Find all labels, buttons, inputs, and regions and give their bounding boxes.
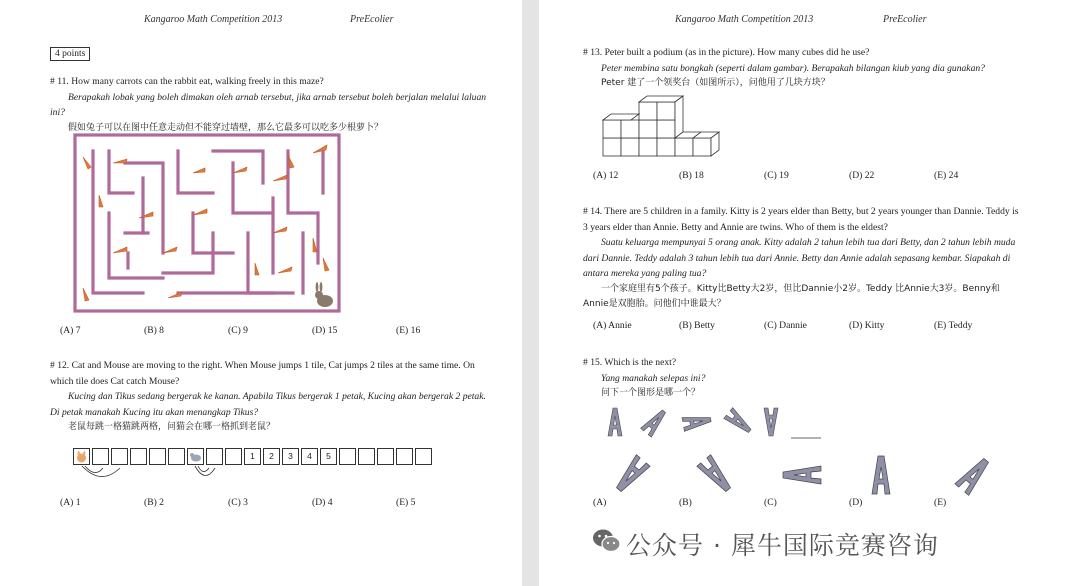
option-b[interactable]: (B) 2 xyxy=(144,497,164,508)
points-label: 4 points xyxy=(50,47,90,61)
option-a[interactable]: (A) xyxy=(593,497,607,508)
cat-icon xyxy=(74,449,89,464)
header-title: Kangaroo Math Competition 2013 xyxy=(675,14,814,25)
tile xyxy=(339,448,356,465)
option-b[interactable]: (B) 18 xyxy=(679,170,704,181)
numbered-tile: 1 xyxy=(244,448,261,465)
option-e[interactable]: (E) 24 xyxy=(934,170,959,181)
tile-strip xyxy=(73,448,445,465)
question-number: # 11. xyxy=(50,76,69,87)
question-chinese: 问下一个图形是哪一个？ xyxy=(601,388,701,398)
option-a[interactable]: (A) 12 xyxy=(593,170,619,181)
question-number: # 14. xyxy=(583,206,603,217)
tile xyxy=(92,448,109,465)
numbered-tile: 4 xyxy=(301,448,318,465)
option-e[interactable]: (E) Teddy xyxy=(934,320,973,331)
option-d[interactable]: (D) 4 xyxy=(312,497,333,508)
option-e[interactable]: (E) xyxy=(934,497,947,508)
header-level: PreEcolier xyxy=(883,14,927,25)
question-chinese: Peter 建了一个领奖台（如图所示），问他用了几块方块？ xyxy=(601,78,830,88)
option-c[interactable]: (C) Dannie xyxy=(764,320,807,331)
question-chinese: 一个家庭里有5个孩子。Kitty比Betty大2岁，但比Dannie小2岁。Teddy 比Annie大3岁。Benny和Annie是双胞胎。问他们中谁最大？ xyxy=(583,283,1000,309)
tile xyxy=(111,448,128,465)
tile xyxy=(168,448,185,465)
question-malay: Kucing dan Tikus sedang bergerak ke kanan. Apabila Tikus bergerak 1 petak, Kucing akan bergerak 2 petak. Di petak manakah Kucing itu akan menangkap Tikus? xyxy=(50,391,486,418)
question-english: How many carrots can the rabbit eat, walking freely in this maze? xyxy=(71,76,324,87)
mouse-tile xyxy=(187,448,204,465)
tile xyxy=(225,448,242,465)
header-title: Kangaroo Math Competition 2013 xyxy=(144,14,283,25)
option-e[interactable]: (E) 5 xyxy=(396,497,416,508)
tile xyxy=(130,448,147,465)
numbered-tile: 5 xyxy=(320,448,337,465)
numbered-tile: 3 xyxy=(282,448,299,465)
option-b[interactable]: (B) Betty xyxy=(679,320,715,331)
maze-figure xyxy=(73,133,341,313)
rabbit-icon xyxy=(315,282,333,307)
tile xyxy=(149,448,166,465)
question-malay: Berapakah lobak yang boleh dimakan oleh arnab tersebut, jika arnab tersebut boleh berjalan melalui laluan ini? xyxy=(50,91,487,118)
podium-figure xyxy=(601,86,727,158)
question-13 xyxy=(583,45,1033,92)
right-page xyxy=(539,0,1080,586)
cat-tile xyxy=(73,448,90,465)
tile xyxy=(377,448,394,465)
option-a[interactable]: (A) 7 xyxy=(60,325,81,336)
left-page xyxy=(0,0,522,586)
tile xyxy=(358,448,375,465)
option-c[interactable]: (C) 9 xyxy=(228,325,248,336)
option-d[interactable]: (D) Kitty xyxy=(849,320,885,331)
question-malay: Yang manakah selepas ini? xyxy=(601,372,706,384)
option-c[interactable]: (C) xyxy=(764,497,777,508)
watermark-text: 公众号 · 犀牛国际竞赛咨询 xyxy=(626,531,939,560)
question-english: There are 5 children in a family. Kitty is 2 years elder than Betty, but 2 years younger than Dannie. Teddy is 3 years elder than Annie. Betty and Annie are twins. Who of them is the eldest? xyxy=(583,206,1019,233)
question-15 xyxy=(583,355,1023,402)
option-e[interactable]: (E) 16 xyxy=(396,325,421,336)
wechat-icon xyxy=(592,527,622,555)
option-d[interactable]: (D) 22 xyxy=(849,170,875,181)
question-number: # 13. xyxy=(583,47,603,58)
question-12 xyxy=(50,358,490,436)
question-chinese: 老鼠每跳一格猫跳两格，问猫会在哪一格抓到老鼠？ xyxy=(68,422,276,432)
option-b[interactable]: (B) 8 xyxy=(144,325,164,336)
option-b[interactable]: (B) xyxy=(679,497,692,508)
question-english: Cat and Mouse are moving to the right. When Mouse jumps 1 tile, Cat jumps 2 tiles at the same time. On which tile does Cat catch Mouse? xyxy=(50,360,475,387)
jump-arrows xyxy=(73,464,243,486)
tile xyxy=(415,448,432,465)
numbered-tile: 2 xyxy=(263,448,280,465)
question-english: Which is the next? xyxy=(604,357,677,368)
header-level: PreEcolier xyxy=(350,14,394,25)
letter-a-sequence xyxy=(603,400,823,444)
question-chinese: 假如兔子可以在图中任意走动但不能穿过墙壁，那么它最多可以吃多少根萝卜？ xyxy=(68,122,384,133)
question-number: # 12. xyxy=(50,360,70,371)
tile xyxy=(206,448,223,465)
option-a[interactable]: (A) Annie xyxy=(593,320,632,331)
tile xyxy=(396,448,413,465)
question-malay: Suatu keluarga mempunyai 5 orang anak. Kitty adalah 2 tahun lebih tua dari Betty, dan 2 tahun lebih muda dari Dannie. Teddy adalah 3 tahun lebih tua dari Annie. Betty dan Annie adalah sepasang kembar. Siapakah di antara mereka yang paling tua? xyxy=(583,237,1016,279)
question-malay: Peter membina satu bongkah (seperti dalam gambar). Berapakah bilangan kiub yang dia gunakan? xyxy=(601,62,985,74)
option-d[interactable]: (D) xyxy=(849,497,863,508)
question-14 xyxy=(583,204,1023,313)
mouse-icon xyxy=(188,449,203,464)
option-c[interactable]: (C) 19 xyxy=(764,170,789,181)
option-a[interactable]: (A) 1 xyxy=(60,497,81,508)
option-c[interactable]: (C) 3 xyxy=(228,497,248,508)
q15-answer-shapes xyxy=(609,447,1019,505)
question-11 xyxy=(50,74,490,136)
option-d[interactable]: (D) 15 xyxy=(312,325,338,336)
question-number: # 15. xyxy=(583,357,603,368)
question-english: Peter built a podium (as in the picture). How many cubes did he use? xyxy=(604,47,870,58)
